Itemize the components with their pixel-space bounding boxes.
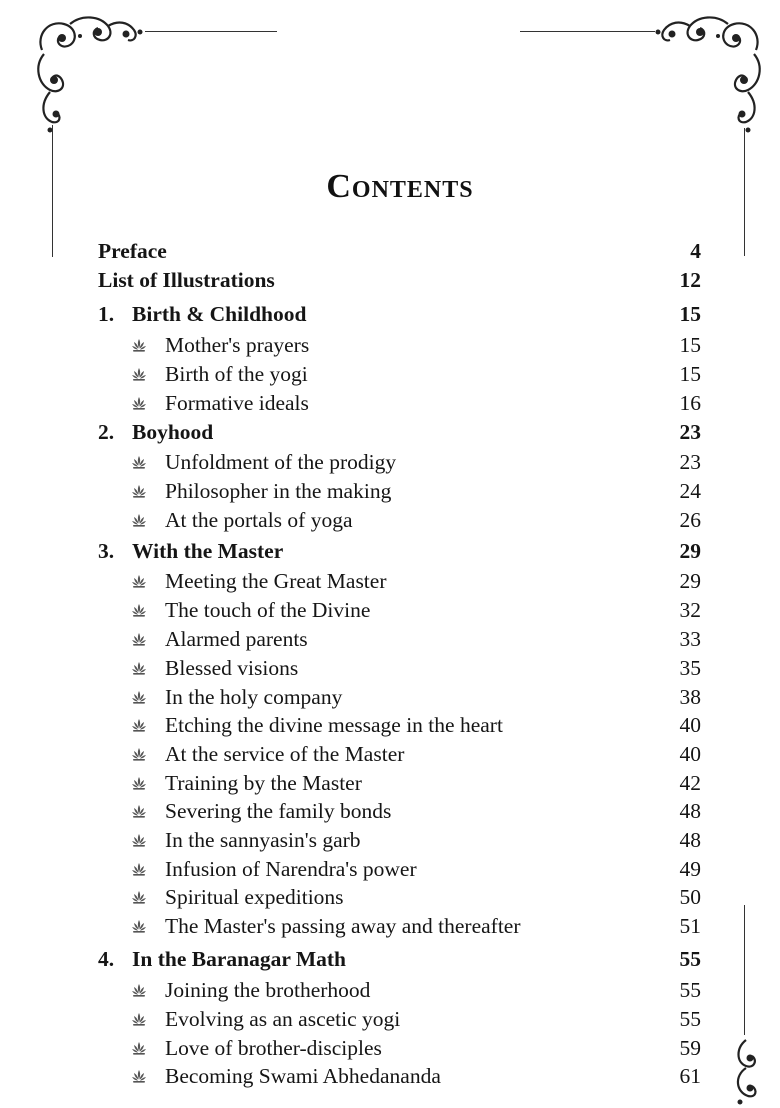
toc-item[interactable]: [0, 1062, 780, 1090]
item-page: 33: [679, 627, 701, 651]
toc-item[interactable]: [0, 855, 780, 883]
toc-item[interactable]: [0, 1034, 780, 1062]
toc-item[interactable]: [0, 389, 780, 417]
item-label: Becoming Swami Abhedananda: [165, 1064, 441, 1088]
toc-item[interactable]: [0, 477, 780, 505]
item-page: 32: [679, 598, 701, 622]
toc-chapter-3[interactable]: [0, 537, 780, 565]
item-page: 24: [679, 479, 701, 503]
lotus-bullet-icon: [131, 602, 147, 618]
item-label: Etching the divine message in the heart: [165, 713, 503, 737]
chapter-page: 55: [679, 947, 701, 971]
lotus-bullet-icon: [131, 982, 147, 998]
item-label: Unfoldment of the prodigy: [165, 450, 397, 474]
item-label: Training by the Master: [165, 771, 362, 795]
lotus-bullet-icon: [131, 775, 147, 791]
toc-chapter-1[interactable]: [0, 300, 780, 328]
item-page: 15: [679, 362, 701, 386]
toc-item[interactable]: [0, 625, 780, 653]
toc-item[interactable]: [0, 711, 780, 739]
item-label: Blessed visions: [165, 656, 299, 680]
chapter-number: 1.: [98, 302, 115, 326]
chapter-number: 2.: [98, 420, 115, 444]
item-label: Love of brother-disciples: [165, 1036, 382, 1060]
item-label: Formative ideals: [165, 391, 309, 415]
item-label: Severing the family bonds: [165, 799, 392, 823]
entry-label: List of Illustrations: [98, 268, 275, 292]
item-page: 40: [679, 713, 701, 737]
lotus-bullet-icon: [131, 803, 147, 819]
item-page: 38: [679, 685, 701, 709]
toc-item[interactable]: [0, 683, 780, 711]
chapter-number: 3.: [98, 539, 115, 563]
chapter-label: Birth & Childhood: [132, 302, 307, 326]
item-page: 50: [679, 885, 701, 909]
toc-item[interactable]: [0, 596, 780, 624]
lotus-bullet-icon: [131, 395, 147, 411]
item-page: 26: [679, 508, 701, 532]
item-page: 49: [679, 857, 701, 881]
item-label: At the service of the Master: [165, 742, 405, 766]
chapter-label: Boyhood: [132, 420, 214, 444]
item-page: 42: [679, 771, 701, 795]
item-label: Spiritual expeditions: [165, 885, 344, 909]
item-page: 55: [679, 1007, 701, 1031]
item-page: 40: [679, 742, 701, 766]
toc-chapter-4[interactable]: [0, 945, 780, 973]
entry-page: 4: [690, 239, 701, 263]
item-page: 61: [679, 1064, 701, 1088]
toc-chapter-2[interactable]: [0, 418, 780, 446]
chapter-number: 4.: [98, 947, 115, 971]
item-page: 23: [679, 450, 701, 474]
lotus-bullet-icon: [131, 1040, 147, 1056]
chapter-page: 15: [679, 302, 701, 326]
toc-item[interactable]: [0, 883, 780, 911]
item-label: In the holy company: [165, 685, 343, 709]
toc-entry-list-of-illustrations[interactable]: [0, 266, 780, 294]
item-label: The Master's passing away and thereafter: [165, 914, 521, 938]
lotus-bullet-icon: [131, 1068, 147, 1084]
item-page: 55: [679, 978, 701, 1002]
lotus-bullet-icon: [131, 746, 147, 762]
page-title: Contents: [326, 168, 474, 205]
toc-item[interactable]: [0, 331, 780, 359]
item-page: 15: [679, 333, 701, 357]
item-label: Alarmed parents: [165, 627, 308, 651]
item-label: At the portals of yoga: [165, 508, 353, 532]
toc-item[interactable]: [0, 360, 780, 388]
lotus-bullet-icon: [131, 573, 147, 589]
item-label: Joining the brotherhood: [165, 978, 371, 1002]
toc-item[interactable]: [0, 567, 780, 595]
item-label: In the sannyasin's garb: [165, 828, 361, 852]
toc-item[interactable]: [0, 1005, 780, 1033]
chapter-page: 29: [679, 539, 701, 563]
lotus-bullet-icon: [131, 1011, 147, 1027]
entry-label: Preface: [98, 239, 167, 263]
toc-item[interactable]: [0, 448, 780, 476]
toc-item[interactable]: [0, 912, 780, 940]
item-label: Evolving as an ascetic yogi: [165, 1007, 401, 1031]
item-label: The touch of the Divine: [165, 598, 371, 622]
item-label: Birth of the yogi: [165, 362, 308, 386]
lotus-bullet-icon: [131, 689, 147, 705]
lotus-bullet-icon: [131, 454, 147, 470]
item-page: 59: [679, 1036, 701, 1060]
entry-page: 12: [679, 268, 701, 292]
item-label: Mother's prayers: [165, 333, 310, 357]
lotus-bullet-icon: [131, 512, 147, 528]
item-page: 29: [679, 569, 701, 593]
toc-item[interactable]: [0, 506, 780, 534]
lotus-bullet-icon: [131, 366, 147, 382]
item-page: 51: [679, 914, 701, 938]
item-label: Philosopher in the making: [165, 479, 392, 503]
lotus-bullet-icon: [131, 832, 147, 848]
toc-item[interactable]: [0, 976, 780, 1004]
lotus-bullet-icon: [131, 861, 147, 877]
toc-item[interactable]: [0, 740, 780, 768]
chapter-label: With the Master: [132, 539, 284, 563]
item-page: 16: [679, 391, 701, 415]
chapter-label: In the Baranagar Math: [132, 947, 347, 971]
toc-entry-preface[interactable]: [0, 237, 780, 265]
lotus-bullet-icon: [131, 631, 147, 647]
chapter-page: 23: [679, 420, 701, 444]
item-label: Meeting the Great Master: [165, 569, 387, 593]
item-label: Infusion of Narendra's power: [165, 857, 417, 881]
item-page: 48: [679, 828, 701, 852]
toc-item[interactable]: [0, 769, 780, 797]
item-page: 48: [679, 799, 701, 823]
lotus-bullet-icon: [131, 483, 147, 499]
lotus-bullet-icon: [131, 337, 147, 353]
toc-item[interactable]: [0, 797, 780, 825]
item-page: 35: [679, 656, 701, 680]
toc-item[interactable]: [0, 654, 780, 682]
lotus-bullet-icon: [131, 660, 147, 676]
lotus-bullet-icon: [131, 889, 147, 905]
lotus-bullet-icon: [131, 918, 147, 934]
toc-item[interactable]: [0, 826, 780, 854]
lotus-bullet-icon: [131, 717, 147, 733]
